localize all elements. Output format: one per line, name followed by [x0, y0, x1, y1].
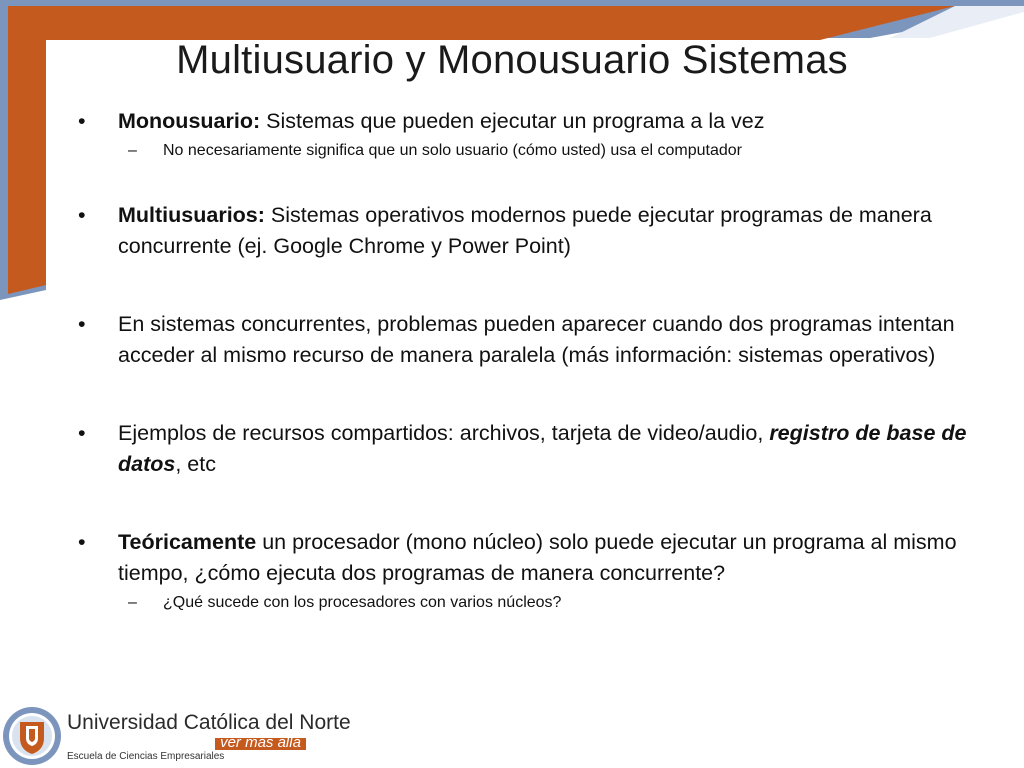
- university-slogan: ver más allá: [220, 734, 301, 751]
- bullet-2-bold: Multiusuarios:: [118, 203, 265, 227]
- sub-bullet-nucleos: [78, 590, 993, 616]
- school-name: Escuela de Ciencias Empresariales: [67, 751, 225, 762]
- bullet-1-text: Sistemas que pueden ejecutar un programa a la vez: [260, 109, 765, 133]
- bullet-4-text-after: , etc: [175, 452, 216, 476]
- bullet-4-text-before: Ejemplos de recursos compartidos: archivos, tarjeta de video/audio,: [118, 421, 770, 445]
- university-seal-icon: [3, 707, 61, 765]
- bullet-2-text: Sistemas operativos modernos puede ejecutar programas de manera concurrente (ej. Google Chrome y Power Point): [118, 203, 932, 258]
- bullet-3-text: En sistemas concurrentes, problemas pueden aparecer cuando dos programas intentan acceder al mismo recurso de manera paralela (más información: sistemas operativos): [118, 312, 955, 367]
- bullet-dot: •: [78, 530, 86, 554]
- bullet-teoricamente: [78, 527, 993, 589]
- bullet-5-bold: Teóricamente: [118, 530, 257, 554]
- slide-title: Multiusuario y Monousuario Sistemas: [176, 38, 848, 82]
- bullet-multiusuarios: [78, 200, 993, 262]
- bullet-1-bold: Monousuario:: [118, 109, 261, 133]
- bullet-dot: •: [78, 421, 86, 445]
- bullet-dot: •: [78, 312, 86, 336]
- sub-bullet-monousuario: [78, 138, 993, 164]
- sub-bullet-dash: –: [128, 142, 137, 159]
- university-name: Universidad Católica del Norte: [67, 711, 351, 734]
- bullet-concurrentes: [78, 309, 993, 371]
- bullet-ejemplos-recursos: [78, 418, 993, 480]
- slide-body: [78, 106, 993, 616]
- bullet-dot: •: [78, 203, 86, 227]
- bullet-4-bold-italic: registro de base de datos: [118, 421, 967, 476]
- sub-bullet-1-text: No necesariamente significa que un solo usuario (cómo usted) usa el computador: [163, 142, 742, 159]
- sub-bullet-dash: –: [128, 594, 137, 611]
- bullet-monousuario: [78, 106, 993, 137]
- bullet-5-text: un procesador (mono núcleo) solo puede ejecutar un programa al mismo tiempo, ¿cómo ejecuta dos programas de manera concurrente?: [118, 530, 957, 585]
- sub-bullet-5-text: ¿Qué sucede con los procesadores con varios núcleos?: [163, 594, 562, 611]
- bullet-dot: •: [78, 109, 86, 133]
